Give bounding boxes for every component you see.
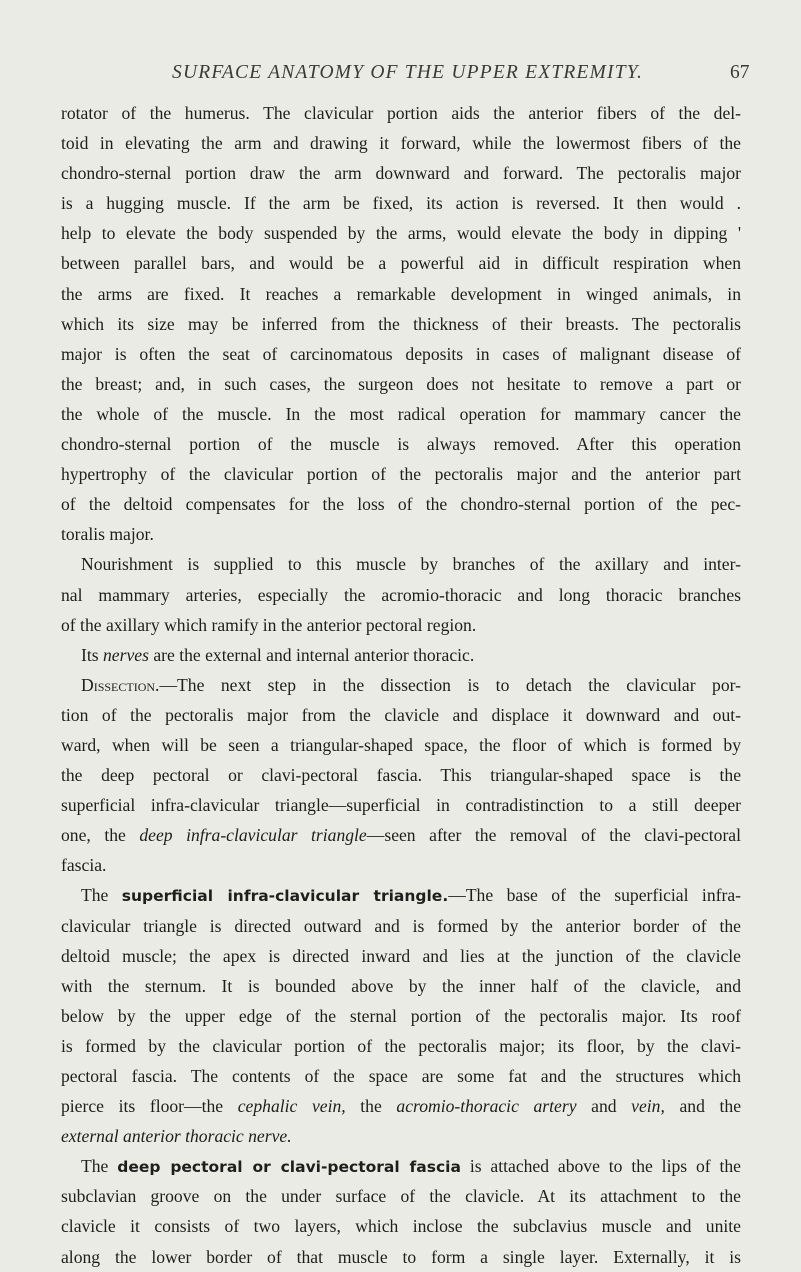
- text-line: between parallel bars, and would be a powerful aid in difficult respiration when: [61, 253, 741, 274]
- text-line: tion of the pectoralis major from the clavicle and displace it downward and out-: [61, 704, 741, 725]
- text-line: major is often the seat of carcinomatous deposits in cases of malignant disease of: [61, 343, 741, 364]
- section-heading: deep pectoral or clavi-pectoral fascia: [117, 1158, 461, 1177]
- section-lead: Dissection.: [81, 674, 160, 695]
- text-line: nal mammary arteries, especially the acromio-thoracic and long thoracic branches: [61, 584, 741, 605]
- text-line: [61, 1151, 741, 1181]
- text-run: The: [81, 1156, 118, 1177]
- text-line: [61, 880, 741, 910]
- body-text: [61, 98, 741, 1272]
- text-run: the: [345, 1096, 397, 1117]
- text-line: the whole of the muscle. In the most radical operation for mammary cancer the: [61, 403, 741, 424]
- text-run: —The next step in the dissection is to detach the clavicular por-: [159, 674, 741, 695]
- section-heading: superficial infra-clavicular triangle.: [121, 887, 449, 906]
- italic-term: acromio-thoracic artery: [396, 1096, 577, 1117]
- text-run: —seen after the removal of the clavi-pectoral: [366, 825, 741, 846]
- text-line: deltoid muscle; the apex is directed inward and lies at the junction of the clavicle: [61, 945, 741, 966]
- text-line: the breast; and, in such cases, the surgeon does not hesitate to remove a part or: [61, 373, 741, 394]
- text-run: The: [81, 885, 122, 906]
- text-run: one, the: [61, 825, 140, 846]
- text-line: [61, 640, 741, 670]
- text-line: hypertrophy of the clavicular portion of the pectoralis major and the anterior part: [61, 464, 741, 485]
- text-line: help to elevate the body suspended by the arms, would elevate the body in dipping ': [61, 223, 741, 244]
- text-line: toralis major.: [61, 524, 154, 545]
- text-line: clavicle it consists of two layers, which inclose the subclavius muscle and unite: [61, 1216, 741, 1237]
- italic-term: vein,: [631, 1096, 665, 1117]
- text-line: with the sternum. It is bounded above by the inner half of the clavicle, and: [61, 975, 741, 996]
- text-line: subclavian groove on the under surface of the clavicle. At its attachment to the: [61, 1186, 741, 1207]
- text-line: rotator of the humerus. The clavicular portion aids the anterior fibers of the del-: [61, 103, 741, 123]
- text-line: superficial infra-clavicular triangle—superficial in contradistinction to a still deeper: [61, 795, 741, 816]
- text-run: and the: [664, 1096, 742, 1117]
- text-line: [61, 1121, 741, 1151]
- text-line: toid in elevating the arm and drawing it forward, while the lowermost fibers of the: [61, 133, 741, 154]
- text-line: [61, 670, 741, 700]
- text-line: chondro-sternal portion draw the arm downward and forward. The pectoralis major: [61, 163, 741, 184]
- text-line: [61, 1091, 741, 1121]
- text-run: pierce its floor—the: [61, 1096, 238, 1117]
- text-run: and: [576, 1096, 632, 1117]
- text-line: of the axillary which ramify in the anterior pectoral region.: [61, 614, 477, 635]
- text-line: clavicular triangle is directed outward and is formed by the anterior border of the: [61, 915, 741, 936]
- text-line: ward, when will be seen a triangular-shaped space, the floor of which is formed by: [61, 734, 741, 755]
- text-run: is attached above to the lips of the: [460, 1156, 741, 1177]
- text-line: pectoral fascia. The contents of the space are some fat and the structures which: [61, 1066, 741, 1086]
- page-number: 67: [730, 62, 750, 83]
- text-run: are the external and internal anterior thoracic.: [148, 644, 475, 665]
- text-line: Nourishment is supplied to this muscle by branches of the axillary and inter-: [81, 554, 741, 575]
- text-line: along the lower border of that muscle to form a single layer. Externally, it is: [61, 1246, 741, 1267]
- text-line: the arms are fixed. It reaches a remarkable development in winged animals, in: [61, 283, 741, 304]
- text-line: fascia.: [61, 855, 107, 876]
- italic-term: deep infra-clavicular triangle: [139, 825, 367, 846]
- italic-term: external anterior thoracic nerve.: [61, 1126, 292, 1147]
- text-run: Its: [81, 644, 103, 665]
- text-line: below by the upper edge of the sternal portion of the pectoralis major. Its roof: [61, 1005, 741, 1026]
- running-title: SURFACE ANATOMY OF THE UPPER EXTREMITY.: [172, 62, 644, 83]
- text-line: [61, 820, 741, 850]
- text-line: of the deltoid compensates for the loss of the chondro-sternal portion of the pec-: [61, 494, 741, 515]
- text-line: is a hugging muscle. If the arm be fixed, its action is reversed. It then would .: [61, 193, 741, 214]
- italic-term: nerves: [103, 644, 149, 665]
- text-run: —The base of the superficial infra-: [448, 885, 741, 906]
- text-line: is formed by the clavicular portion of the pectoralis major; its floor, by the clavi-: [61, 1035, 741, 1056]
- italic-term: cephalic vein,: [237, 1096, 346, 1117]
- text-line: which its size may be inferred from the thickness of their breasts. The pectoralis: [61, 313, 741, 334]
- text-line: chondro-sternal portion of the muscle is always removed. After this operation: [61, 434, 741, 455]
- text-line: the deep pectoral or clavi-pectoral fascia. This triangular-shaped space is the: [61, 765, 741, 786]
- running-header: [0, 62, 801, 92]
